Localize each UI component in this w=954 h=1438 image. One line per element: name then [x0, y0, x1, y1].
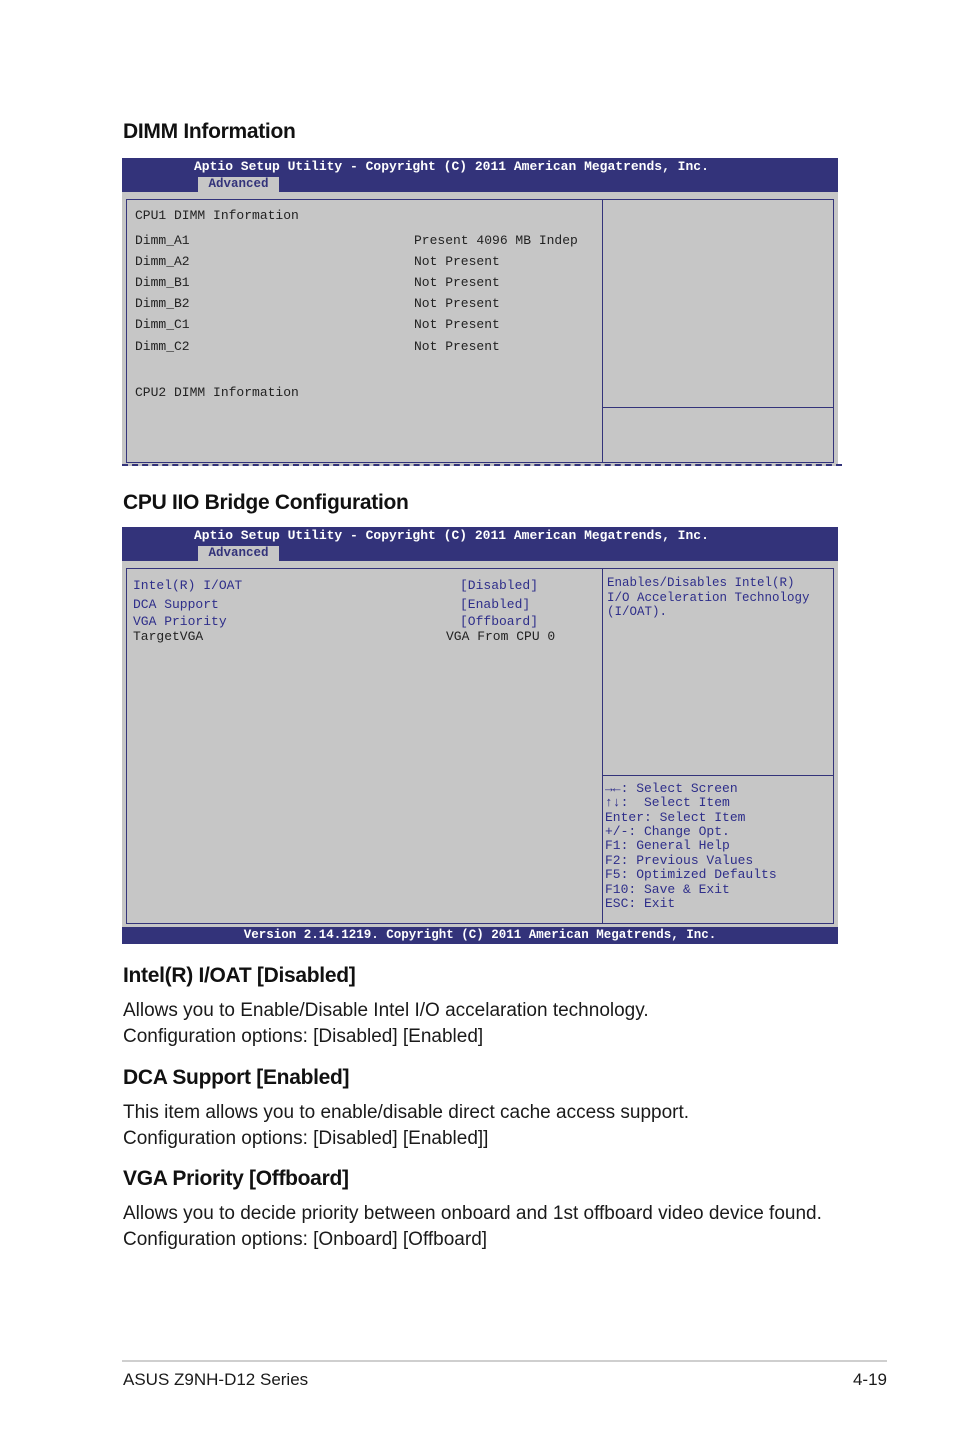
description-line: This item allows you to enable/disable direct cache access support. [123, 1102, 690, 1123]
dimm-help-pane [602, 199, 834, 408]
key-hint: F1: General Help [605, 838, 730, 853]
dimm-main-pane [126, 199, 603, 463]
dimm-bios-screen [122, 158, 838, 468]
dca-heading: DCA Support [Enabled] [123, 1066, 350, 1089]
vga-description [123, 1201, 822, 1253]
cut-off-edge [122, 464, 842, 466]
help-text-line: Enables/Disables Intel(R) [607, 576, 795, 590]
dimm-label: Dimm_C2 [135, 339, 190, 354]
iio-bios-title: Aptio Setup Utility - Copyright (C) 2011 American Megatrends, Inc. [194, 528, 709, 543]
iio-main-pane [126, 568, 603, 924]
setting-vga-priority-value[interactable]: [Offboard] [460, 614, 539, 629]
dimm-value: Not Present [414, 317, 500, 332]
dca-description [123, 1100, 689, 1152]
dimm-bios-title: Aptio Setup Utility - Copyright (C) 2011 American Megatrends, Inc. [194, 159, 709, 174]
tab-advanced[interactable]: Advanced [198, 177, 279, 192]
key-hint: ESC: Exit [605, 896, 676, 911]
setting-intel-ioat[interactable]: Intel(R) I/OAT [133, 578, 243, 593]
dimm-value: Present 4096 MB Indep [414, 233, 578, 248]
dimm-label: Dimm_A1 [135, 233, 190, 248]
key-hint: F10: Save & Exit [605, 882, 730, 897]
help-text-line: I/O Acceleration Technology [607, 591, 810, 605]
key-hint: ↑↓: Select Item [605, 795, 730, 810]
vga-heading: VGA Priority [Offboard] [123, 1167, 349, 1190]
bios-version-bar: Version 2.14.1219. Copyright (C) 2011 American Megatrends, Inc. [122, 927, 838, 944]
key-hint: F5: Optimized Defaults [605, 867, 777, 882]
iio-section-heading: CPU IIO Bridge Configuration [123, 491, 409, 514]
key-hint: Enter: Select Item [605, 810, 746, 825]
description-line: Allows you to decide priority between onboard and 1st offboard video device found. [123, 1203, 822, 1224]
ioat-description [123, 998, 649, 1050]
footer-page-number: 4-19 [852, 1370, 887, 1389]
dimm-value: Not Present [414, 275, 500, 290]
footer-divider [122, 1360, 887, 1362]
dimm-keys-pane [602, 407, 834, 463]
config-options-line: Configuration options: [Disabled] [Enabled] [123, 1026, 484, 1047]
dimm-label: Dimm_C1 [135, 317, 190, 332]
iio-help-pane [602, 568, 834, 776]
setting-vga-priority[interactable]: VGA Priority [133, 614, 227, 629]
setting-intel-ioat-value[interactable]: [Disabled] [460, 578, 539, 593]
cpu2-dimm-title: CPU2 DIMM Information [135, 385, 299, 400]
config-options-line: Configuration options: [Disabled] [Enabled]] [123, 1128, 489, 1149]
footer-product-name: ASUS Z9NH-D12 Series [123, 1370, 309, 1389]
dimm-section-heading: DIMM Information [123, 120, 296, 143]
dimm-label: Dimm_B2 [135, 296, 190, 311]
tab-advanced[interactable]: Advanced [198, 546, 279, 561]
config-options-line: Configuration options: [Onboard] [Offboard] [123, 1229, 488, 1250]
dimm-value: Not Present [414, 254, 500, 269]
cpu1-dimm-title: CPU1 DIMM Information [135, 208, 299, 223]
key-hint: F2: Previous Values [605, 853, 754, 868]
dimm-label: Dimm_B1 [135, 275, 190, 290]
target-vga-value: VGA From CPU 0 [446, 629, 556, 644]
key-hint: +/-: Change Opt. [605, 824, 730, 839]
key-hint: →←: Select Screen [605, 781, 738, 796]
setting-dca-support[interactable]: DCA Support [133, 597, 219, 612]
description-line: Allows you to Enable/Disable Intel I/O accelaration technology. [123, 1000, 649, 1021]
dimm-label: Dimm_A2 [135, 254, 190, 269]
dimm-value: Not Present [414, 296, 500, 311]
iio-bios-header [122, 527, 838, 561]
dimm-value: Not Present [414, 339, 500, 354]
iio-keys-pane [602, 775, 834, 924]
dimm-bios-header [122, 158, 838, 192]
iio-bios-screen [122, 527, 838, 944]
target-vga-label: TargetVGA [133, 629, 204, 644]
setting-dca-support-value[interactable]: [Enabled] [460, 597, 531, 612]
ioat-heading: Intel(R) I/OAT [Disabled] [123, 964, 356, 987]
help-text-line: (I/OAT). [607, 605, 668, 619]
